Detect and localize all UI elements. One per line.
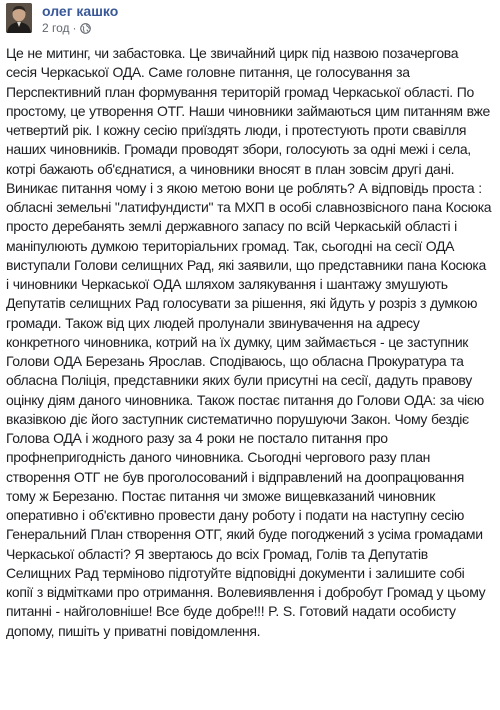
post-timestamp[interactable]: 2 год bbox=[42, 21, 70, 35]
post-text: Це не митинг, чи забастовка. Це звичайний цирк під назвою позачергова сесія Черкаської ОДА. Саме головне питання, це голосування за Перспективний план формування територій громад Черкаської області. По простому, це утворення ОТГ. Наши чиновники займаються цим питанням вже четвертий рік. І кожну сесію приїздять люди, і протестують проти свавілля наших чиновників. Громади проводят збори, голосують за одні межі і села, котрі бажають об'єднатися, а чиновники вносят в план зовсім другі дані. Виникає питання чому і з якою метою вони це роблять? А відповідь проста : обласні земельні "латифундисти" та МХП в особі славнозвісного пана Косюка просто деребанять землі державного запасу по всій Черкаській області і маніпулюють думкою територіальних громад. Так, сьогодні на сесії ОДА виступали Голови селищних Рад, які заявили, що представники пана Косюка і чиновники Черкаської ОДА шляхом залякування і шантажу змушують Депутатів селищних Рад голосувати за рішення, які йдуть у розріз з думкою громади. Також від цих людей пролунали звинувачення на адресу конкретного чиновника, котрий на їх думку, цим займається - це заступник Голови ОДА Березань Ярослав. Сподіваюсь, що обласна Прокуратура та обласна Поліція, представники яких були присутні на сесії, дадуть правову оцінку діям даного чиновника. Також постає питання до Голови ОДА: за чією вказівкою діє його заступник систематично порушуючи Закон. Чому бездіє Голова ОДА і жодного разу за 4 роки не постало питання про профнепригодність даного чиновника. Сьогодні чергового разу план створення ОТГ не був проголосований і відправлений на доопрацювання тому ж Березаню. Постає питання чи зможе вищевказаний чиновник оперативно і об'єктивно провести дану роботу і подати на наступну сесію Генеральний План створення ОТГ, який буде погоджений з усіма громадами Черкаської області? Я звертаюсь до всіх Громад, Голів та Депутатів Селищних Рад терміново підготуйте відповідні документи і залишите собі копії з відмітками про отримання. Волевиявлення і добробут Громад у цьому питанні - найголовніше! Все буде добре!!! P. S. Готовий надати особисту допому, пишіть у приватні повідомлення. bbox=[6, 45, 492, 639]
author-name[interactable]: олег кашко bbox=[42, 3, 119, 19]
avatar-photo bbox=[6, 3, 32, 33]
post-header bbox=[0, 0, 500, 40]
globe-icon[interactable] bbox=[80, 23, 91, 34]
post-meta bbox=[42, 21, 91, 35]
avatar[interactable] bbox=[6, 3, 32, 33]
meta-separator: · bbox=[72, 21, 77, 35]
